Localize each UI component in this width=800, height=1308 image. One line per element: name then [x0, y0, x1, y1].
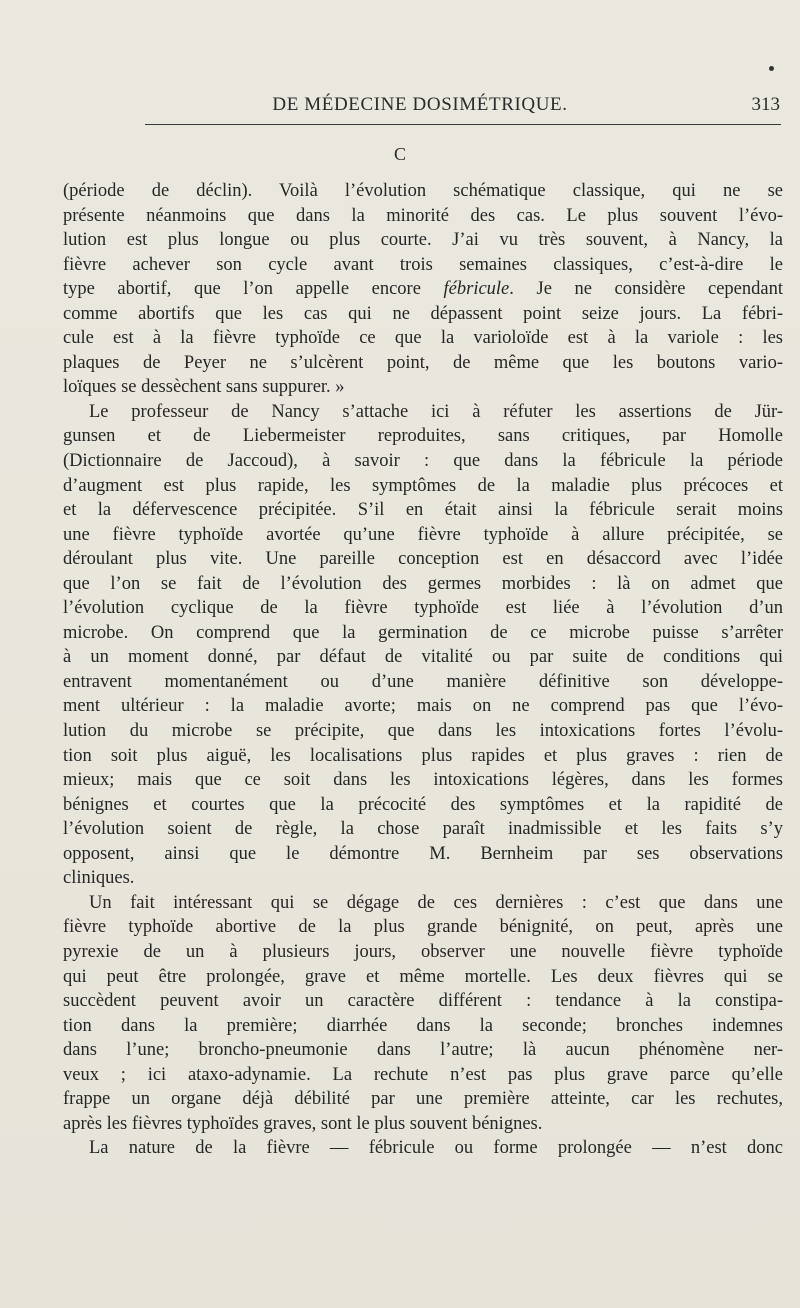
text-line: d’augment est plus rapide, les symptômes de la maladie plus précoces et	[63, 475, 783, 496]
text-line: Le professeur de Nancy s’attache ici à réfuter les assertions de Jür-	[89, 401, 783, 422]
text-line: loïques se dessèchent sans suppurer. »	[63, 377, 345, 398]
text-line: plaques de Peyer ne s’ulcèrent point, de même que les boutons vario-	[63, 352, 783, 373]
header-rule	[145, 124, 781, 125]
text-line: comme abortifs que les cas qui ne dépassent point seize jours. La fébri-	[63, 303, 783, 324]
running-title: DE MÉDECINE DOSIMÉTRIQUE.	[272, 94, 568, 115]
text-line: Un fait intéressant qui se dégage de ces dernières : c’est que dans une	[89, 892, 783, 913]
text-line: lution est plus longue ou plus courte. J’ai vu très souvent, à Nancy, la	[63, 230, 783, 251]
text-line: pyrexie de un à plusieurs jours, observer une nouvelle fièvre typhoïde	[63, 941, 783, 962]
text-line: lution du microbe se précipite, que dans les intoxications fortes l’évolu-	[63, 721, 783, 742]
text-line: tion dans la première; diarrhée dans la seconde; bronches indemnes	[63, 1015, 783, 1036]
text-line: La nature de la fièvre — fébricule ou forme prolongée — n’est donc	[89, 1138, 783, 1159]
text-line: (période de déclin). Voilà l’évolution schématique classique, qui ne se	[63, 181, 783, 201]
text-line: veux ; ici ataxo-adynamie. La rechute n’est pas plus grave parce qu’elle	[63, 1064, 783, 1085]
text-line: type abortif, que l’on appelle encore fébricule. Je ne considère cependant	[63, 279, 783, 300]
text-line: succèdent peuvent avoir un caractère différent : tendance à la constipa-	[63, 991, 783, 1012]
text-line: frappe un organe déjà débilité par une première atteinte, car les rechutes,	[63, 1089, 783, 1110]
text-line: déroulant plus vite. Une pareille conception est en désaccord avec l’idée	[63, 549, 783, 570]
text-line: mieux; mais que ce soit dans les intoxications légères, dans les formes	[63, 770, 783, 791]
running-head	[150, 94, 780, 124]
body-text	[63, 179, 783, 1161]
text-line: dans l’une; broncho-pneumonie dans l’autre; là aucun phénomène ner-	[63, 1040, 783, 1061]
text-line: présente néanmoins que dans la minorité des cas. Le plus souvent l’évo-	[63, 205, 783, 226]
text-line: l’évolution soient de règle, la chose paraît inadmissible et les faits s’y	[63, 819, 783, 840]
text-line: gunsen et de Liebermeister reproduites, sans critiques, par Homolle	[63, 426, 783, 447]
text-line: (Dictionnaire de Jaccoud), à savoir : que dans la fébricule la période	[63, 451, 783, 472]
text-line: à un moment donné, par défaut de vitalité ou par suite de conditions qui	[63, 647, 783, 668]
ink-speck	[769, 66, 774, 71]
page-number: 313	[751, 94, 780, 115]
text-line: cule est à la fièvre typhoïde ce que la varioloïde est à la variole : les	[63, 328, 783, 349]
text-line: fièvre typhoïde abortive de la plus grande bénignité, on peut, après une	[63, 917, 783, 938]
text-line: qui peut être prolongée, grave et même mortelle. Les deux fièvres qui se	[63, 966, 783, 987]
text-line: fièvre achever son cycle avant trois semaines classiques, c’est-à-dire le	[63, 254, 783, 275]
text-line: opposent, ainsi que le démontre M. Bernheim par ses observations	[63, 843, 783, 864]
text-line: que l’on se fait de l’évolution des germes morbides : là on admet que	[63, 573, 783, 594]
text-line: microbe. On comprend que la germination de ce microbe puisse s’arrêter	[63, 622, 783, 643]
text-line: une fièvre typhoïde avortée qu’une fièvre typhoïde à allure précipitée, se	[63, 524, 783, 545]
text-line: et la défervescence précipitée. S’il en était ainsi la fébricule serait moins	[63, 500, 783, 521]
signature-mark: C	[393, 144, 406, 164]
text-line: bénignes et courtes que la précocité des symptômes et la rapidité de	[63, 794, 783, 815]
text-line: cliniques.	[63, 868, 135, 889]
text-line: tion soit plus aiguë, les localisations plus rapides et plus graves : rien de	[63, 745, 783, 766]
text-line: ment ultérieur : la maladie avorte; mais on ne comprend pas que l’évo-	[63, 696, 783, 717]
text-line: l’évolution cyclique de la fièvre typhoïde est liée à l’évolution d’un	[63, 598, 783, 619]
text-line: après les fièvres typhoïdes graves, sont le plus souvent bénignes.	[63, 1113, 543, 1134]
text-line: entravent momentanément ou d’une manière définitive son développe-	[63, 671, 783, 692]
